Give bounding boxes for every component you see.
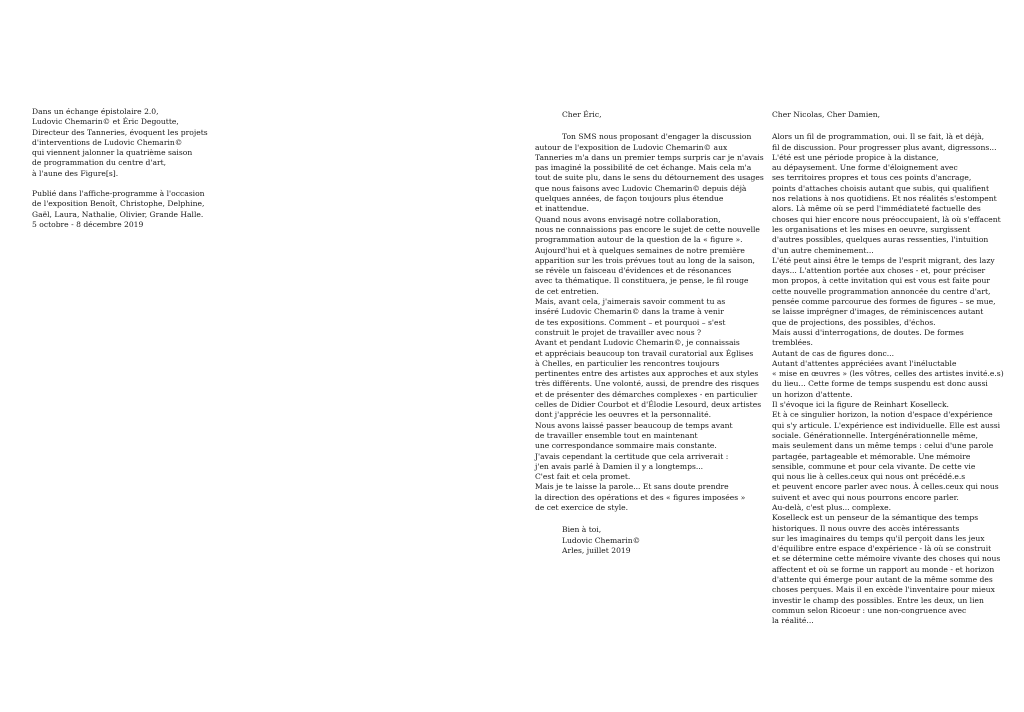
text-line: d'interventions de Ludovic Chemarin© <box>32 137 183 147</box>
text-line: days... L'attention portée aux choses - et, pour préciser <box>772 266 986 276</box>
text-line: construit le projet de travailler avec nous ? <box>535 327 702 337</box>
text-line: Ton SMS nous proposant d'engager la discussion <box>562 132 752 142</box>
text-line: Mais aussi d'interrogations, de doutes. De formes <box>772 327 964 337</box>
text-line: qui s'y articule. L'expérience est individuelle. Elle est aussi <box>772 420 1001 430</box>
text-line: au dépaysement. Une forme d'éloignement avec <box>772 163 958 173</box>
text-line: nos relations à nos quotidiens. Et nos réalités s'estompent <box>772 194 997 204</box>
text-line: mon propos, à cette invitation qui est vous est faite pour <box>772 276 991 286</box>
text-line: Quand nous avons envisagé notre collaboration, <box>535 214 721 224</box>
text-line: la réalité... <box>772 616 814 626</box>
text-line: d'autres possibles, quelques auras ressenties, l'intuition <box>772 235 989 245</box>
text-line: Directeur des Tanneries, évoquent les projets <box>32 127 208 137</box>
text-line: inséré Ludovic Chemarin© dans la trame à venir <box>535 307 724 317</box>
text-line: que nous faisons avec Ludovic Chemarin© depuis déjà <box>535 183 747 193</box>
text-line: points d'attaches choisis autant que subis, qui qualifient <box>772 183 989 193</box>
text-line: de travailler ensemble tout en maintenant <box>535 430 698 440</box>
letter-closing: Bien à toi, <box>562 525 602 535</box>
text-line: suivent et avec qui nous pourrons encore parler. <box>772 492 959 502</box>
intro-column <box>32 107 208 230</box>
spacer <box>32 179 208 189</box>
text-line: Au-delà, c'est plus... complexe. <box>772 502 892 512</box>
letter-to-eric <box>535 110 764 556</box>
text-line: choses qui hier encore nous préoccupaient, là où s'effacent <box>772 214 1001 224</box>
text-line: pas imaginé la possibilité de cet échange. Mais cela m'a <box>535 163 752 173</box>
text-line: pertinentes entre des artistes aux approches et aux styles <box>535 369 759 379</box>
text-line: programmation autour de la question de la « figure ». <box>535 235 743 245</box>
text-line: la direction des opérations et des « figures imposées » <box>535 492 746 502</box>
text-line: de programmation du centre d'art, <box>32 158 167 168</box>
text-line: J'avais cependant la certitude que cela arriverait : <box>535 451 729 461</box>
text-line: sensible, commune et pour cela vivante. De cette vie <box>772 461 976 471</box>
text-line: mais seulement dans un même temps : celui d'une parole <box>772 441 994 451</box>
text-line: Alors un fil de programmation, oui. Il se fait, là et déjà, <box>772 132 985 142</box>
text-line: partagée, partageable et mémorable. Une mémoire <box>772 451 971 461</box>
text-line: L'été est une période propice à la distance, <box>772 152 939 162</box>
text-line: se révèle un faisceau d'évidences et de résonances <box>535 266 732 276</box>
text-line: à Chelles, en particulier les rencontres toujours <box>535 358 720 368</box>
text-line: et de présenter des démarches complexes - en particulier <box>535 389 758 399</box>
text-line: Tanneries m'a dans un premier temps surpris car je n'avais <box>535 152 764 162</box>
text-line: Mais je te laisse la parole... Et sans doute prendre <box>535 482 729 492</box>
text-line: de tes expositions. Comment – et pourquoi – s'est <box>535 317 726 327</box>
text-line: 5 octobre - 8 décembre 2019 <box>32 219 144 229</box>
text-line: de l'exposition Benoît, Christophe, Delphine, <box>32 199 205 209</box>
text-line: sociale. Générationnelle. Intergénérationnelle même, <box>772 430 978 440</box>
text-line: les organisations et les mises en oeuvre, surgissent <box>772 224 971 234</box>
text-line: de cet entretien. <box>535 286 599 296</box>
letter-salutation: Cher Nicolas, Cher Damien, <box>772 110 881 119</box>
text-line: du lieu... Cette forme de temps suspendu est donc aussi <box>772 379 988 389</box>
text-line: Ludovic Chemarin© et Éric Degoutte, <box>32 117 179 127</box>
letter-body <box>535 132 764 513</box>
text-line: d'équilibre entre espace d'expérience - là où se construit <box>772 544 992 554</box>
text-line: Mais, avant cela, j'aimerais savoir comment tu as <box>535 297 726 307</box>
text-line: C'est fait et cela promet. <box>535 472 631 482</box>
text-line: et se détermine cette mémoire vivante des choses qui nous <box>772 554 1001 564</box>
letter-signature: Ludovic Chemarin© <box>562 535 641 545</box>
text-line: Nous avons laissé passer beaucoup de temps avant <box>535 420 733 430</box>
text-line: qui nous lie à celles.ceux qui nous ont précédé.e.s <box>772 472 966 482</box>
text-line: très différents. Une volonté, aussi, de prendre des risques <box>535 379 760 389</box>
text-line: Autant d'attentes appréciées avant l'inéluctable <box>772 358 957 368</box>
intro-text <box>32 107 208 179</box>
text-line: fil de discussion. Pour progresser plus avant, digressons... <box>772 142 997 152</box>
text-line: et appréciais beaucoup ton travail curatorial aux Églises <box>535 348 754 358</box>
text-line: historiques. Il nous ouvre des accès intéressants <box>772 523 960 533</box>
letter-salutation: Cher Éric, <box>562 110 602 119</box>
text-line: « mise en œuvres » (les vôtres, celles des artistes invité.e.s) <box>772 369 1004 379</box>
text-line: quelques années, de façon toujours plus étendue <box>535 194 724 204</box>
text-line: celles de Didier Courbot et d'Élodie Lesourd, deux artistes <box>535 400 762 410</box>
letter-body <box>772 132 1004 626</box>
text-line: à l'aune des Figure[s]. <box>32 168 119 178</box>
spacer <box>535 120 764 132</box>
text-line: une correspondance sommaire mais constante. <box>535 441 717 451</box>
text-line: Aujourd'hui et à quelques semaines de notre première <box>535 245 745 255</box>
spacer <box>535 513 764 525</box>
text-line: Il s'évoque ici la figure de Reinhart Koselleck. <box>772 400 949 410</box>
text-line: alors. Là même où se perd l'immédiateté factuelle des <box>772 204 981 214</box>
text-line: Et à ce singulier horizon, la notion d'espace d'expérience <box>772 410 993 420</box>
text-line: autour de l'exposition de Ludovic Chemarin© aux <box>535 142 728 152</box>
text-line: et peuvent encore parler avec nous. À celles.ceux qui nous <box>772 482 999 492</box>
text-line: Dans un échange épistolaire 2.0, <box>32 107 159 116</box>
text-line: ses territoires propres et tous ces points d'ancrage, <box>772 173 972 183</box>
letter-to-nicolas-damien <box>772 110 1004 627</box>
text-line: d'attente qui émerge pour autant de la même somme des <box>772 575 993 585</box>
text-line: Gaël, Laura, Nathalie, Olivier, Grande Halle. <box>32 209 204 219</box>
text-line: tremblées. <box>772 338 813 348</box>
text-line: tout de suite plu, dans le sens du détournement des usages <box>535 173 764 183</box>
text-line: un horizon d'attente. <box>772 389 853 399</box>
publication-note <box>32 189 208 230</box>
text-line: investir le champ des possibles. Entre les deux, un lien <box>772 595 984 605</box>
text-line: Publié dans l'affiche-programme à l'occasion <box>32 189 205 199</box>
text-line: commun selon Ricoeur : une non-congruence avec <box>772 605 967 615</box>
text-line: et inattendue. <box>535 204 589 214</box>
text-line: nous ne connaissions pas encore le sujet de cette nouvelle <box>535 224 760 234</box>
text-line: j'en avais parlé à Damien il y a longtemps... <box>535 461 704 471</box>
text-line: se laisse imprégner d'images, de réminiscences autant <box>772 307 984 317</box>
text-line: sur les imaginaires du temps qu'il perçoit dans les jeux <box>772 533 985 543</box>
text-line: qui viennent jalonner la quatrième saison <box>32 148 193 158</box>
text-line: cette nouvelle programmation annoncée du centre d'art, <box>772 286 991 296</box>
text-line: dont j'apprécie les oeuvres et la personnalité. <box>535 410 712 420</box>
text-line: de cet exercice de style. <box>535 502 629 512</box>
text-line: pensée comme parcourue des formes de figures – se mue, <box>772 297 996 307</box>
text-line: avec ta thématique. Il constituera, je pense, le fil rouge <box>535 276 749 286</box>
text-line: Avant et pendant Ludovic Chemarin©, je connaissais <box>535 338 740 348</box>
text-line: affectent et où se forme un rapport au monde - et horizon <box>772 564 995 574</box>
text-line: Autant de cas de figures donc... <box>772 348 895 358</box>
text-line: choses perçues. Mais il en excède l'inventaire pour mieux <box>772 585 995 595</box>
spacer <box>772 120 1004 132</box>
text-line: Koselleck est un penseur de la sémantique des temps <box>772 513 979 523</box>
text-line: apparition sur les trois prévues tout au long de la saison, <box>535 255 755 265</box>
text-line: L'été peut ainsi être le temps de l'esprit migrant, des lazy <box>772 255 995 265</box>
letter-place-date: Arles, juillet 2019 <box>562 545 631 555</box>
text-line: que de projections, des possibles, d'échos. <box>772 317 936 327</box>
text-line: d'un autre cheminement... <box>772 245 874 255</box>
